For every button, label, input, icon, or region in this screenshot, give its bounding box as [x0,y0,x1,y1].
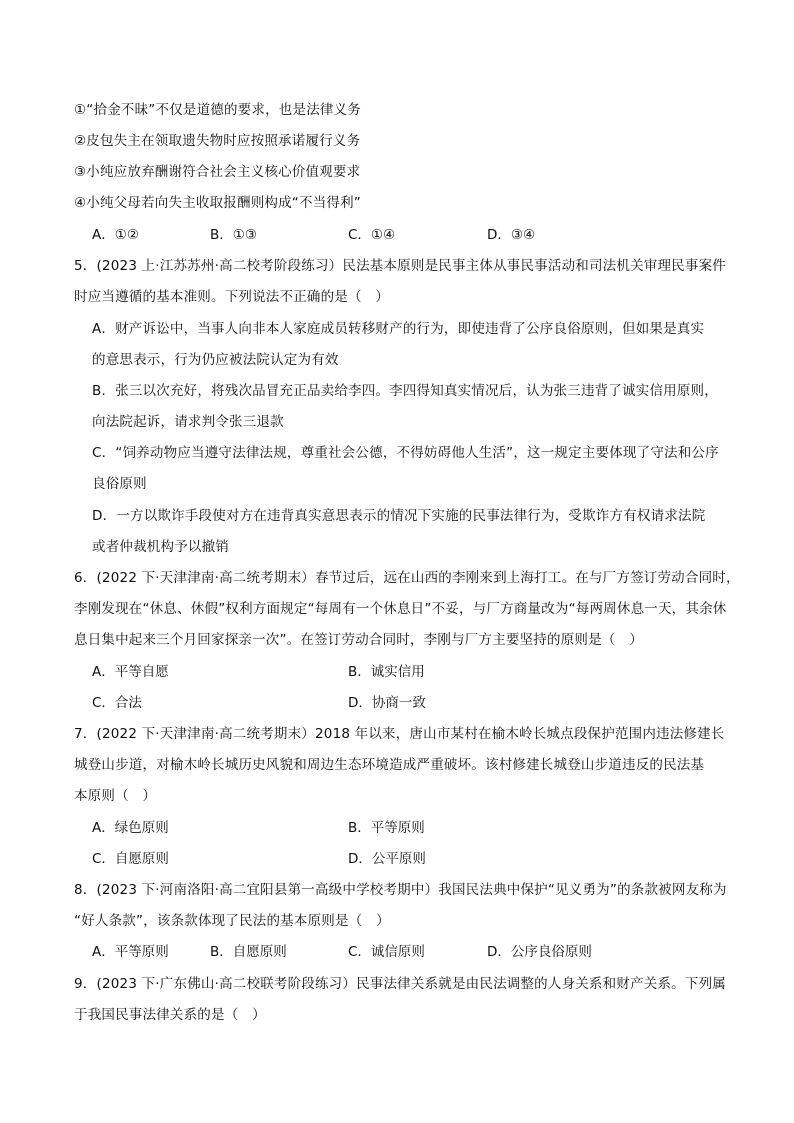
q6-option-a: A．平等自愿 [92,664,169,680]
q8-option-b: B．自愿原则 [210,944,287,960]
q8-option-d: D．公序良俗原则 [487,944,592,960]
q7-stem-line-2: 城登山步道，对榆木岭长城历史风貌和周边生态环境造成严重破坏。该村修建长城登山步道违反的民法基 [74,757,705,773]
q6-stem-line-1: 6．(2022 下·天津津南·高二统考期末）春节过后，远在山西的李刚来到上海打工。在与厂方签订劳动合同时， [74,570,740,586]
q7-stem-line-1: 7．(2022 下·天津津南·高二统考期末）2018 年以来，唐山市某村在榆木岭长城点段保护范围内违法修建长 [74,726,725,742]
q6-option-b: B．诚实信用 [348,664,425,680]
statement-2: ②皮包失主在领取遗失物时应按照承诺履行义务 [74,133,361,149]
q8-option-c: C．诚信原则 [348,944,425,960]
statement-4: ④小纯父母若向失主收取报酬则构成“不当得利” [74,195,361,211]
q4-option-c: C．①④ [348,227,396,243]
q6-option-d: D．协商一致 [348,695,426,711]
q8-option-a: A．平等原则 [92,944,169,960]
q7-option-c: C．自愿原则 [92,851,169,867]
q5-option-b-line-2: 向法院起诉，请求判令张三退款 [92,414,284,430]
q6-stem-line-2: 李刚发现在“休息、休假”权利方面规定“每周有一个休息日”不妥，与厂方商量改为“每两周休息一天，其余休 [74,601,727,617]
statement-1: ①“拾金不昧”不仅是道德的要求，也是法律义务 [74,102,361,118]
q5-stem-line-1: 5．(2023 上·江苏苏州·高二校考阶段练习）民法基本原则是民事主体从事民事活动和司法机关审理民事案件 [74,258,726,274]
q7-option-a: A．绿色原则 [92,820,169,836]
q5-stem-line-2: 时应当遵循的基本准则。下列说法不正确的是（ ） [74,289,390,305]
q6-option-c: C．合法 [92,695,142,711]
q5-option-b-line-1: B．张三以次充好，将残次品冒充正品卖给李四。李四得知真实情况后，认为张三违背了诚实信用原则， [92,383,718,399]
q5-option-a-line-2: 的意思表示，行为仍应被法院认定为有效 [92,352,339,368]
q7-option-d: D．公平原则 [348,851,426,867]
q5-option-d-line-1: D．一方以欺诈手段使对方在违背真实意思表示的情况下实施的民事法律行为，受欺诈方有权请求法院 [92,508,706,524]
statement-3: ③小纯应放弃酬谢符合社会主义核心价值观要求 [74,164,361,180]
q8-stem-line-1: 8．(2023 下·河南洛阳·高二宜阳县第一高级中学校考期中）我国民法典中保护“见义勇为”的条款被网友称为 [74,882,727,898]
q9-stem-line-2: 于我国民事法律关系的是（ ） [74,1007,266,1023]
q5-option-d-line-2: 或者仲裁机构予以撤销 [92,539,229,555]
q9-stem-line-1: 9．(2023 下·广东佛山·高二校联考阶段练习）民事法律关系就是由民法调整的人身关系和财产关系。下列属 [74,976,726,992]
q7-option-b: B．平等原则 [348,820,425,836]
q5-option-c-line-1: C．“饲养动物应当遵守法律法规，尊重社会公德，不得妨碍他人生活”，这一规定主要体现了守法和公序 [92,445,719,461]
q4-option-a: A．①② [92,227,139,243]
q4-option-b: B．①③ [210,227,257,243]
q5-option-a-line-1: A．财产诉讼中，当事人向非本人家庭成员转移财产的行为，即使违背了公序良俗原则，但如果是真实 [92,321,705,337]
q5-option-c-line-2: 良俗原则 [92,476,147,492]
q6-stem-line-3: 息日集中起来三个月回家探亲一次”。在签订劳动合同时，李刚与厂方主要坚持的原则是（ ） [74,632,643,648]
q4-option-d: D．③④ [487,227,536,243]
q7-stem-line-3: 本原则（ ） [74,788,157,804]
q8-stem-line-2: “好人条款”，该条款体现了民法的基本原则是（ ） [74,913,390,929]
